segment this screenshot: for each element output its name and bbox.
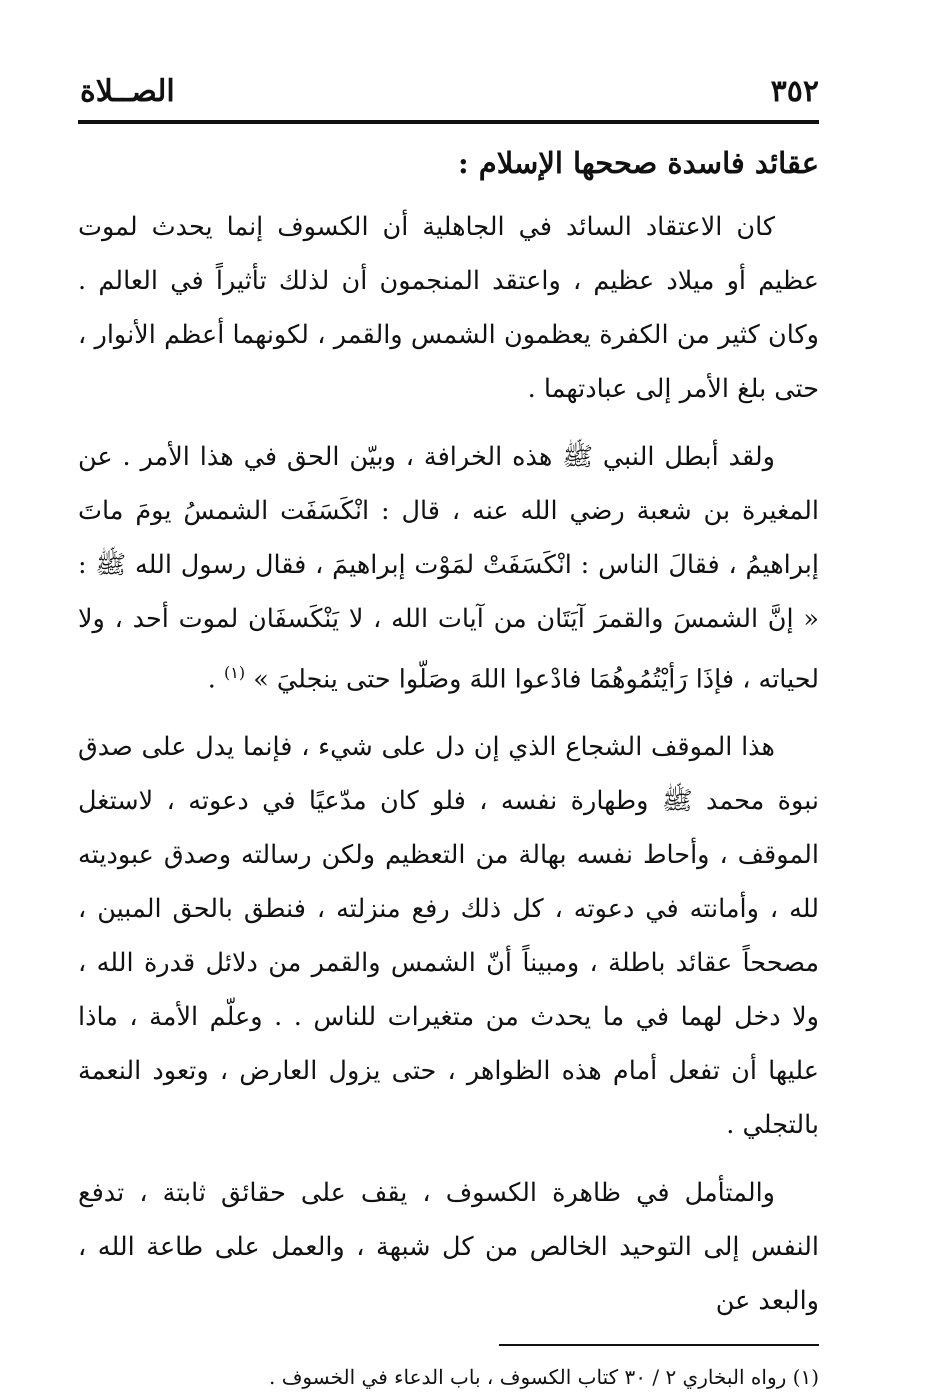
footnote: (١) رواه البخاري ٢ / ٣٠ كتاب الكسوف ، باب الدعاء في الخسوف . (268, 1365, 819, 1389)
paragraph-2-text: ولقد أبطل النبي ﷺ هذه الخرافة ، وبيّن الحق في هذا الأمر . عن المغيرة بن شعبة رضي الله عنه ، قال : انْكَسَفَت الشمسُ يومَ ماتَ إبراهيمُ ، فقالَ الناس : انْكَسَفَتْ لمَوْت إبراهيمَ ، فقال رسول الله ﷺ : « إنَّ الشمسَ والقمرَ آيَتَان من آيات الله ، لا يَنْكَسفَان لموت أحد ، ولا لحياته ، فإذَا رَأيْتُمُوهُمَا فادْعوا اللهَ وصَلّوا حتى ينجليَ » (78, 441, 819, 694)
paragraph-3: هذا الموقف الشجاع الذي إن دل على شيء ، فإنما يدل على صدق نبوة محمد ﷺ وطهارة نفسه ، فلو كان مدّعيًا في دعوته ، لاستغل الموقف ، وأحاط نفسه بهالة من التعظيم ولكن رسالته وصدق عبوديته لله ، وأمانته في دعوته ، كل ذلك رفع منزلته ، فنطق بالحق المبين ، مصححاً عقائد باطلة ، ومبيناً أنّ الشمس والقمر من دلائل قدرة الله ، ولا دخل لهما في ما يحدث من متغيرات للناس . . وعلّم الأمة ، ماذا عليها أن تفعل أمام هذه الظواهر ، حتى يزول العارض ، وتعود النعمة بالتجلي . (78, 732, 819, 1140)
footnote-divider (499, 1344, 819, 1346)
running-title: الصــلاة (80, 74, 175, 109)
header-divider (78, 120, 819, 124)
footnote-marker: (١) (224, 662, 246, 682)
page-number: ٣٥٢ (770, 74, 819, 109)
paragraph-1: كان الاعتقاد السائد في الجاهلية أن الكسوف إنما يحدث لموت عظيم أو ميلاد عظيم ، واعتقد المنجمون أن لذلك تأثيراً في العالم . وكان كثير من الكفرة يعظمون الشمس والقمر ، لكونهما أعظم الأنوار ، حتى بلغ الأمر إلى عبادتهما . (78, 211, 819, 404)
section-heading: عقائد فاسدة صححها الإسلام : (457, 146, 819, 180)
paragraph-2: ولقد أبطل النبي ﷺ هذه الخرافة ، وبيّن الحق في هذا الأمر . عن المغيرة بن شعبة رضي الله عنه ، قال : انْكَسَفَت الشمسُ يومَ ماتَ إبراهيمُ ، فقالَ الناس : انْكَسَفَتْ لمَوْت إبراهيمَ ، فقال رسول الله ﷺ : « إنَّ الشمسَ والقمرَ آيَتَان من آيات الله ، لا يَنْكَسفَان لموت أحد ، ولا لحياته ، فإذَا رَأيْتُمُوهُمَا فادْعوا اللهَ وصَلّوا حتى ينجليَ » $^{(١)}$ . (78, 441, 819, 694)
page-header (78, 70, 819, 120)
paragraph-4: والمتأمل في ظاهرة الكسوف ، يقف على حقائق ثابتة ، تدفع النفس إلى التوحيد الخالص من كل شبهة ، والعمل على طاعة الله ، والبعد عن (78, 1178, 819, 1316)
